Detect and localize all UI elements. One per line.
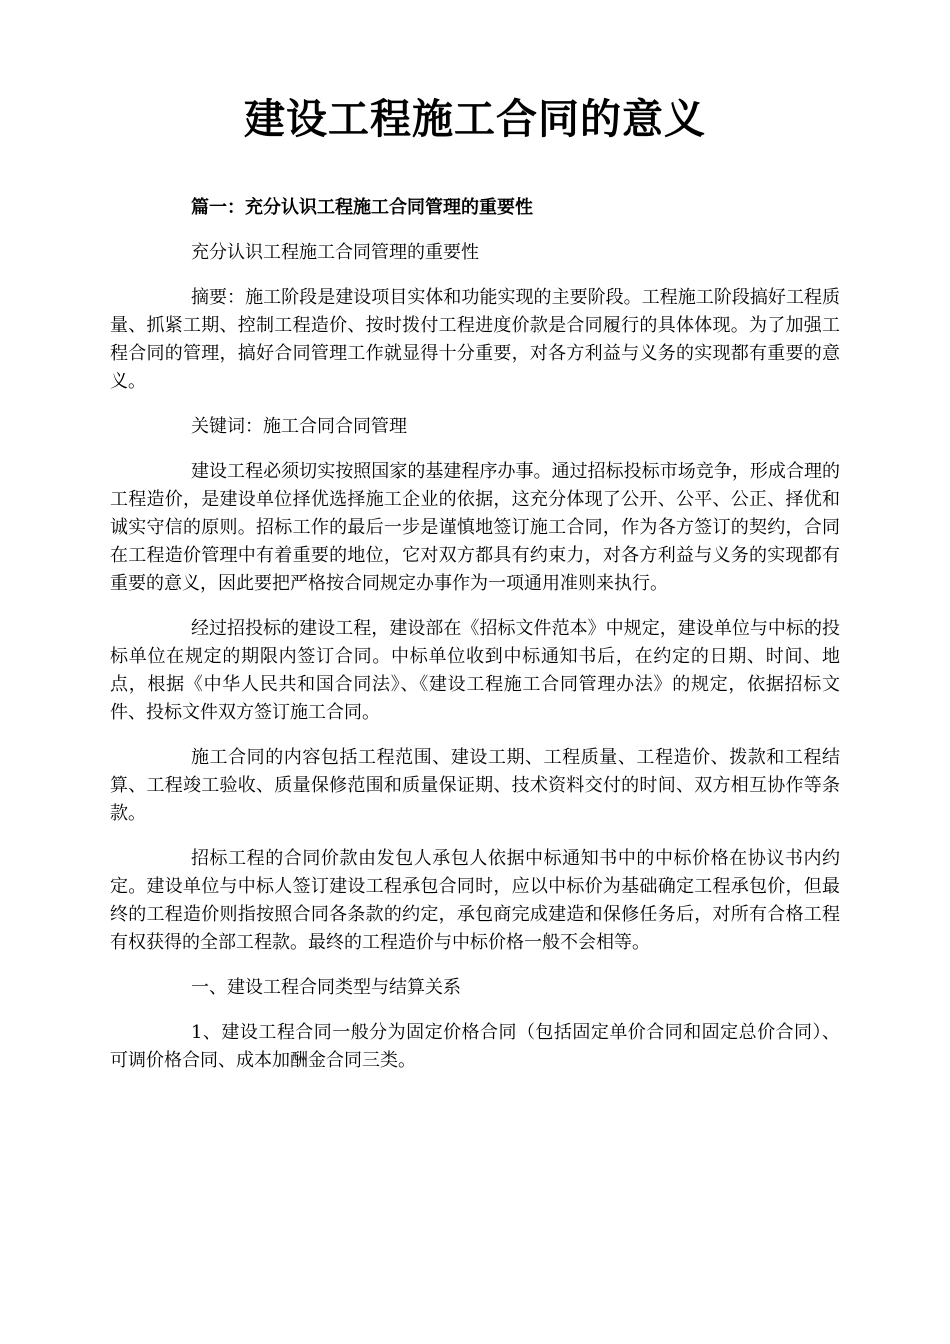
section-heading: 篇一：充分认识工程施工合同管理的重要性 [191,197,533,218]
paragraph-subheading: 一、建设工程合同类型与结算关系 [191,977,461,998]
document-page [110,92,840,1092]
paragraph-body: 建设工程必须切实按照国家的基建程序办事。通过招标投标市场竞争，形成合理的工程造价，是建设单位择优选择施工企业的依据，这充分体现了公开、公平、公正、择优和诚实守信的原则。招标工作的最后一步是谨慎地签订施工合同，作为各方签订的契约，合同在工程造价管理中有着重要的地位，它对双方都具有约束力，对各方利益与义务的实现都有重要的意义，因此要把严格按合同规定办事作为一项通用准则来执行。 [110,461,840,594]
paragraph-subtitle: 充分认识工程施工合同管理的重要性 [191,242,479,263]
paragraph-body: 施工合同的内容包括工程范围、建设工期、工程质量、工程造价、拨款和工程结算、工程竣工验收、质量保修范围和质量保证期、技术资料交付的时间、双方相互协作等条款。 [110,747,840,824]
paragraph-body: 经过招投标的建设工程，建设部在《招标文件范本》中规定，建设单位与中标的投标单位在规定的期限内签订合同。中标单位收到中标通知书后，在约定的日期、时间、地点，根据《中华人民共和国合同法》、《建设工程施工合同管理办法》的规定，依据招标文件、投标文件双方签订施工合同。 [110,618,840,723]
paragraph-body: 1、建设工程合同一般分为固定价格合同（包括固定单价合同和固定总价合同）、可调价格合同、成本加酬金合同三类。 [110,1022,840,1071]
document-title: 建设工程施工合同的意义 [244,95,706,143]
paragraph-body: 招标工程的合同价款由发包人承包人依据中标通知书中的中标价格在协议书内约定。建设单位与中标人签订建设工程承包合同时，应以中标价为基础确定工程承包价，但最终的工程造价则指按照合同各条款的约定，承包商完成建造和保修任务后，对所有合格工程有权获得的全部工程款。最终的工程造价与中标价格一般不会相等。 [110,848,840,953]
paragraph-keywords: 关键词：施工合同合同管理 [191,416,407,437]
paragraph-abstract: 摘要：施工阶段是建设项目实体和功能实现的主要阶段。工程施工阶段搞好工程质量、抓紧工期、控制工程造价、按时拨付工程进度价款是合同履行的具体体现。为了加强工程合同的管理，搞好合同管理工作就显得十分重要，对各方利益与义务的实现都有重要的意义。 [110,287,840,392]
